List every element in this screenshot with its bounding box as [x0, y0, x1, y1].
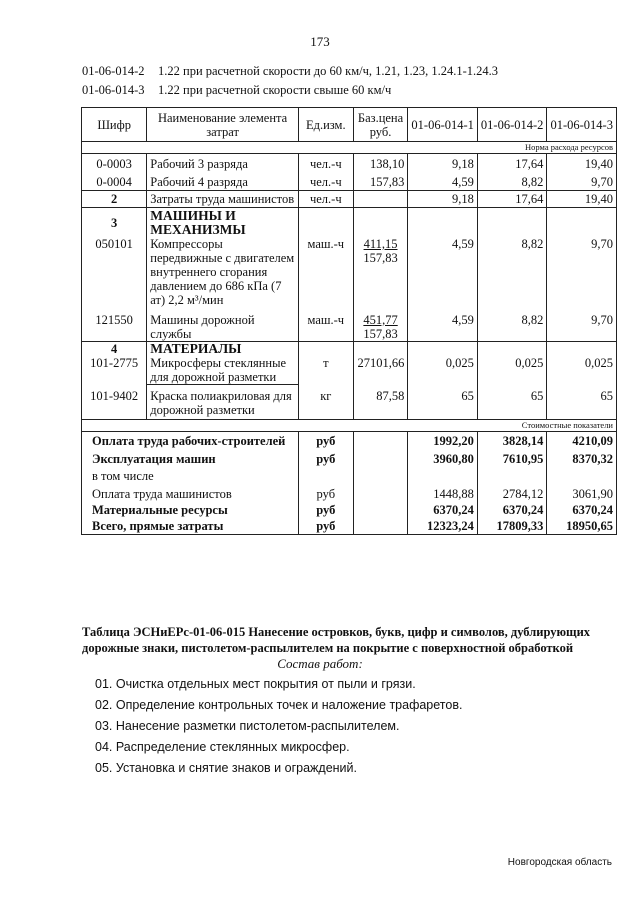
- cost-unit: руб: [298, 432, 353, 449]
- row-name: Микросферы стеклянные для дорожной разметки: [147, 356, 299, 385]
- table-row: [82, 307, 617, 342]
- row-unit: чел.-ч: [298, 154, 353, 172]
- header-col1: 01-06-014-1: [408, 108, 478, 142]
- header-price: Баз.цена руб.: [353, 108, 408, 142]
- price-bottom: 157,83: [363, 327, 398, 341]
- row-value-1: 4,59: [408, 307, 478, 342]
- price-bottom: 157,83: [363, 251, 398, 265]
- cost-value-2: 3828,14: [477, 432, 547, 449]
- table-row: [82, 191, 617, 208]
- row-unit: маш.-ч: [298, 307, 353, 342]
- section-machines: [82, 208, 617, 238]
- cost-row: [82, 517, 617, 535]
- resource-table: [81, 107, 617, 535]
- cost-value-1: 3960,80: [408, 448, 478, 483]
- cost-unit: руб: [298, 501, 353, 517]
- cost-value-3: 4210,09: [547, 432, 617, 449]
- norm-label-row: [82, 142, 617, 154]
- row-value-1: 4,59: [408, 171, 478, 191]
- row-unit: чел.-ч: [298, 171, 353, 191]
- table-title: Таблица ЭСНиЕРс-01-06-015 Нанесение островков, букв, цифр и символов, дублирующих дорожные знаки, пистолетом-распылителем на покрытие с поверхностной обработкой: [82, 625, 591, 655]
- cost-unit: руб: [298, 448, 353, 483]
- header-col3: 01-06-014-3: [547, 108, 617, 142]
- cost-value-1: 12323,24: [408, 517, 478, 535]
- norm-label: Норма расхода ресурсов: [82, 142, 617, 154]
- cost-name: Эксплуатация машин: [92, 452, 216, 466]
- row-value-3: 0,025: [547, 356, 617, 385]
- table-row: [82, 171, 617, 191]
- cost-label-row: [82, 420, 617, 432]
- row-value-2: 8,82: [477, 237, 547, 307]
- cost-value-1: 6370,24: [408, 501, 478, 517]
- row-code: 101-2775: [82, 356, 147, 385]
- row-name: Краска полиакриловая для дорожной разметки: [147, 385, 299, 420]
- footer-region: Новгородская область: [507, 857, 612, 868]
- row-price: [353, 237, 408, 307]
- cost-row: [82, 432, 617, 449]
- row-unit: т: [298, 356, 353, 385]
- cost-value-1: 1992,20: [408, 432, 478, 449]
- cost-value-1: 1448,88: [408, 483, 478, 501]
- cost-value-2: 7610,95: [477, 448, 547, 483]
- table-row: [82, 154, 617, 172]
- row-unit: чел.-ч: [298, 191, 353, 208]
- cost-value-2: 2784,12: [477, 483, 547, 501]
- table-row: [82, 356, 617, 385]
- row-code: 0-0003: [82, 154, 147, 172]
- row-price: [353, 191, 408, 208]
- row-value-2: 8,82: [477, 171, 547, 191]
- cost-name-block: [82, 448, 299, 483]
- cost-row: [82, 448, 617, 483]
- cost-name: Оплата труда рабочих-строителей: [82, 432, 299, 449]
- row-name: Рабочий 3 разряда: [147, 154, 299, 172]
- row-price: 138,10: [353, 154, 408, 172]
- row-code: 2: [82, 191, 147, 208]
- section-title: МАТЕРИАЛЫ: [147, 342, 299, 357]
- table-row: [82, 237, 617, 307]
- list-item: 05. Установка и снятие знаков и ограждений.: [95, 761, 357, 775]
- section-code: 3: [82, 208, 147, 238]
- cost-unit: руб: [298, 483, 353, 501]
- row-price: 87,58: [353, 385, 408, 420]
- price-top: 451,77: [363, 313, 398, 327]
- row-price: [353, 307, 408, 342]
- row-price: 157,83: [353, 171, 408, 191]
- section-code: 4: [82, 342, 147, 357]
- variant-text: 1.22 при расчетной скорости до 60 км/ч, 1.21, 1.23, 1.24.1-1.24.3: [158, 64, 499, 78]
- list-item: 02. Определение контрольных точек и наложение трафаретов.: [95, 698, 463, 712]
- composition-title: Состав работ:: [277, 656, 363, 671]
- variant-line-2: [82, 83, 391, 98]
- header-name: Наименование элемента затрат: [147, 108, 299, 142]
- row-value-1: 65: [408, 385, 478, 420]
- row-value-1: 9,18: [408, 191, 478, 208]
- row-value-1: 0,025: [408, 356, 478, 385]
- cost-value-3: 6370,24: [547, 501, 617, 517]
- row-value-3: 19,40: [547, 191, 617, 208]
- row-value-3: 9,70: [547, 171, 617, 191]
- section-title: МАШИНЫ И МЕХАНИЗМЫ: [147, 208, 299, 238]
- variant-code: 01-06-014-3: [82, 83, 145, 97]
- cost-name: Всего, прямые затраты: [82, 517, 299, 535]
- variant-code: 01-06-014-2: [82, 64, 145, 78]
- section-materials: [82, 342, 617, 357]
- cost-value-3: 3061,90: [547, 483, 617, 501]
- page-number: 173: [310, 34, 330, 49]
- row-name: Машины дорожной службы: [147, 307, 299, 342]
- cost-unit: руб: [298, 517, 353, 535]
- row-name: Компрессоры передвижные с двигателем внутреннего сгорания давлением до 686 кПа (7 ат) 2,2 м³/мин: [147, 237, 299, 307]
- row-name: Рабочий 4 разряда: [147, 171, 299, 191]
- variant-line-1: [82, 64, 498, 79]
- row-value-3: 9,70: [547, 237, 617, 307]
- row-value-3: 19,40: [547, 154, 617, 172]
- row-code: 0-0004: [82, 171, 147, 191]
- list-item: 01. Очистка отдельных мест покрытия от пыли и грязи.: [95, 677, 416, 691]
- header-col2: 01-06-014-2: [477, 108, 547, 142]
- cost-name: Материальные ресурсы: [82, 501, 299, 517]
- row-value-2: 65: [477, 385, 547, 420]
- row-value-3: 9,70: [547, 307, 617, 342]
- row-value-2: 17,64: [477, 154, 547, 172]
- header-unit: Ед.изм.: [298, 108, 353, 142]
- table-row: [82, 385, 617, 420]
- work-list: [95, 676, 462, 781]
- cost-value-3: 18950,65: [547, 517, 617, 535]
- variant-text: 1.22 при расчетной скорости свыше 60 км/ч: [158, 83, 392, 97]
- row-code: 121550: [82, 307, 147, 342]
- header-row: [82, 108, 617, 142]
- cost-subnote: в том числе: [92, 469, 154, 483]
- row-value-1: 9,18: [408, 154, 478, 172]
- cost-row: [82, 483, 617, 501]
- row-code: 050101: [82, 237, 147, 307]
- price-top: 411,15: [363, 237, 398, 251]
- row-value-2: 0,025: [477, 356, 547, 385]
- row-name: Затраты труда машинистов: [147, 191, 299, 208]
- row-value-2: 17,64: [477, 191, 547, 208]
- row-value-3: 65: [547, 385, 617, 420]
- row-unit: маш.-ч: [298, 237, 353, 307]
- row-value-1: 4,59: [408, 237, 478, 307]
- cost-name: Оплата труда машинистов: [82, 483, 299, 501]
- row-price: 27101,66: [353, 356, 408, 385]
- cost-label: Стоимостные показатели: [82, 420, 617, 432]
- cost-row: [82, 501, 617, 517]
- row-value-2: 8,82: [477, 307, 547, 342]
- header-code: Шифр: [82, 108, 147, 142]
- row-unit: кг: [298, 385, 353, 420]
- cost-value-2: 17809,33: [477, 517, 547, 535]
- cost-value-2: 6370,24: [477, 501, 547, 517]
- list-item: 03. Нанесение разметки пистолетом-распылителем.: [95, 719, 400, 733]
- list-item: 04. Распределение стеклянных микросфер.: [95, 740, 350, 754]
- cost-value-3: 8370,32: [547, 448, 617, 483]
- row-code: 101-9402: [82, 385, 147, 420]
